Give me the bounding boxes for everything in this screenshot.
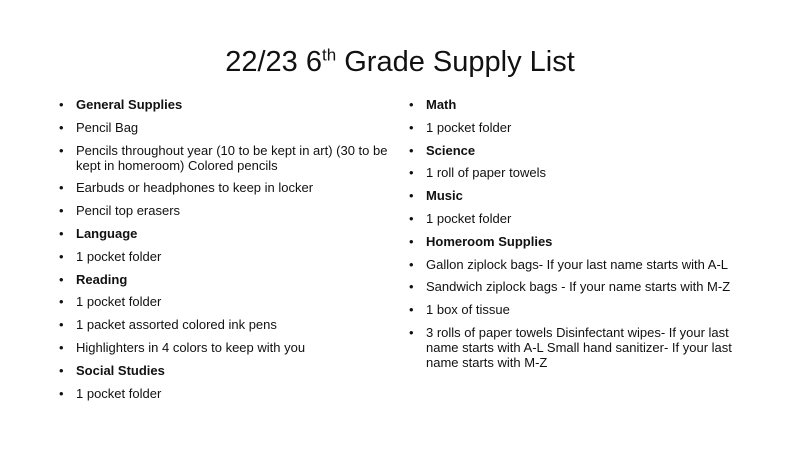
list-item-label: 1 pocket folder — [426, 210, 512, 226]
list-item-label: Sandwich ziplock bags - If your name starts with M-Z — [426, 279, 731, 295]
right-supply-list — [406, 97, 746, 378]
bullet-icon: • — [59, 317, 64, 333]
section-heading-label: Music — [426, 188, 463, 204]
section-heading — [56, 97, 396, 112]
title-suffix: Grade Supply List — [336, 46, 575, 78]
bullet-icon: • — [59, 248, 64, 264]
section-heading-label: Social Studies — [76, 362, 165, 378]
list-item-label: 1 pocket folder — [76, 294, 162, 310]
list-item-label: Pencil Bag — [76, 119, 139, 135]
list-item-label: 1 roll of paper towels — [426, 165, 546, 181]
list-item — [56, 294, 396, 309]
list-item — [406, 165, 746, 180]
bullet-icon: • — [59, 362, 64, 378]
section-heading-label: General Supplies — [76, 97, 183, 112]
list-item — [406, 325, 746, 370]
bullet-icon: • — [59, 97, 64, 112]
bullet-icon: • — [409, 188, 414, 204]
list-item-label: Earbuds or headphones to keep in locker — [76, 180, 314, 196]
bullet-icon: • — [409, 256, 414, 272]
section-heading-label: Language — [76, 225, 138, 241]
bullet-icon: • — [409, 142, 414, 158]
list-item — [406, 279, 746, 294]
list-item-label: 3 rolls of paper towels Disinfectant wipes- If your last name starts with A-L Small hand sanitizer- If your last name starts with M-Z — [426, 324, 732, 370]
section-heading-label: Reading — [76, 271, 128, 287]
list-item — [406, 211, 746, 226]
section-heading-label: Math — [426, 97, 457, 112]
bullet-icon: • — [59, 271, 64, 287]
left-supply-list — [56, 97, 396, 408]
bullet-icon: • — [59, 203, 64, 219]
title-prefix: 22/23 6 — [225, 46, 322, 78]
section-heading-label: Homeroom Supplies — [426, 233, 553, 249]
section-heading — [56, 226, 396, 241]
list-item-label: Highlighters in 4 colors to keep with you — [76, 339, 306, 355]
section-heading — [56, 272, 396, 287]
list-item-label: 1 pocket folder — [76, 248, 162, 264]
section-heading — [406, 188, 746, 203]
bullet-icon: • — [409, 165, 414, 181]
list-item — [406, 120, 746, 135]
bullet-icon: • — [59, 339, 64, 355]
bullet-icon: • — [409, 97, 414, 112]
list-item-label: Pencil top erasers — [76, 203, 181, 219]
bullet-icon: • — [59, 180, 64, 196]
list-item-label: 1 pocket folder — [426, 119, 512, 135]
bullet-icon: • — [59, 385, 64, 401]
list-item — [56, 120, 396, 135]
bullet-icon: • — [409, 210, 414, 226]
bullet-icon: • — [409, 233, 414, 249]
bullet-icon: • — [59, 225, 64, 241]
bullet-icon: • — [409, 302, 414, 318]
list-item — [406, 257, 746, 272]
section-heading — [406, 143, 746, 158]
list-item-label: 1 box of tissue — [426, 302, 510, 318]
list-item — [406, 302, 746, 317]
list-item — [56, 180, 396, 195]
list-item — [56, 340, 396, 355]
bullet-icon: • — [409, 324, 414, 340]
list-item — [56, 203, 396, 218]
bullet-icon: • — [59, 294, 64, 310]
section-heading — [406, 234, 746, 249]
section-heading — [406, 97, 746, 112]
bullet-icon: • — [409, 279, 414, 295]
list-item — [56, 249, 396, 264]
bullet-icon: • — [59, 142, 64, 158]
section-heading-label: Science — [426, 142, 476, 158]
list-item-label: Pencils throughout year (10 to be kept in art) (30 to be kept in homeroom) Colored pencils — [76, 142, 388, 173]
section-heading — [56, 363, 396, 378]
list-item — [56, 143, 396, 173]
list-item — [56, 386, 396, 401]
bullet-icon: • — [59, 119, 64, 135]
list-item — [56, 317, 396, 332]
list-item-label: 1 pocket folder — [76, 385, 162, 401]
list-item-label: Gallon ziplock bags- If your last name starts with A-L — [426, 256, 729, 272]
title-superscript: th — [322, 45, 337, 65]
page-title — [0, 44, 800, 80]
list-item-label: 1 packet assorted colored ink pens — [76, 317, 277, 333]
bullet-icon: • — [409, 119, 414, 135]
